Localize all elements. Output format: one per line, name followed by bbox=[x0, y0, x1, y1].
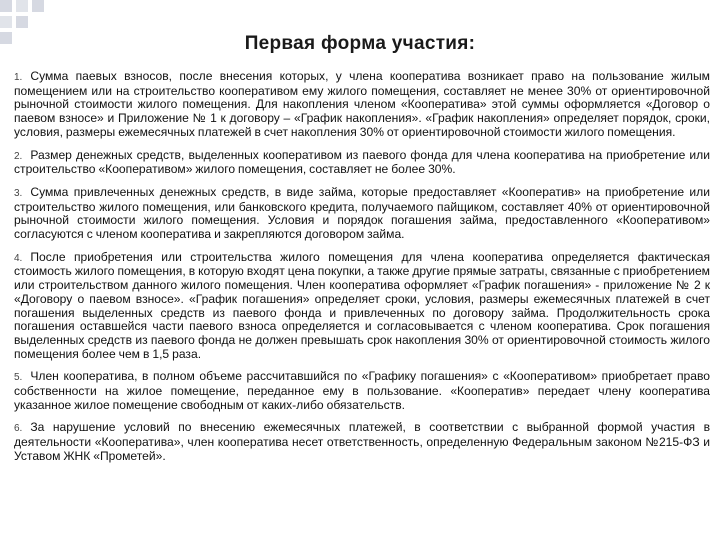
item-text: Сумма паевых взносов, после внесения которых, у члена кооператива возникает право на пользование жилым помещением или на строительство кооперативом ему жилого помещения, составляет не менее 30% от ориентировочной рыночной стоимости жилого помещения. Для накопления членом «Кооператива» этой суммы оформляется «Договор о паевом взносе» и Приложение № 1 к договору – «График накопления». «График накопления» определяет порядок, сроки, условия, размеры ежемесячных платежей в счет накопления 30% от ориентировочной стоимости жилого помещения. bbox=[14, 69, 710, 139]
item-text: После приобретения или строительства жилого помещения для члена кооператива определяется фактическая стоимость жилого помещения, в которую входят цена покупки, а также другие прямые затраты, связанные с приобретением или строительством данного жилого помещения. Член кооператива оформляет «График погашения» - приложение № 2 к «Договору о паевом взносе». «График погашения» определяет сроки, условия, размеры ежемесячных платежей в счет погашения выделенных средств из паевого фонда и привлеченных по договору займа. Продолжительность срока погашения оставшейся части паевого взноса определяется и согласовывается с членом кооператива. Срок погашения выделенных средств из паевого фонда не должен превышать срок накопления 30% от ориентировочной стоимость жилого помещения более чем в 1,5 раза. bbox=[14, 249, 710, 361]
list-item bbox=[14, 70, 710, 140]
participation-terms-list bbox=[14, 70, 710, 473]
list-item bbox=[14, 370, 710, 412]
item-text: Размер денежных средств, выделенных кооперативом из паевого фонда для члена кооператива на приобретение или строительство «Кооперативом» жилого помещения, составляет не более 30%. bbox=[14, 147, 710, 177]
item-text: Член кооператива, в полном объеме рассчитавшийся по «Графику погашения» с «Кооперативом» приобретает право собственности на жилое помещение, переданное ему в пользование. «Кооператив» передает члену кооператива указанное жилое помещение свободным от каких-либо обязательств. bbox=[14, 369, 710, 412]
item-number: 6. bbox=[14, 423, 23, 435]
item-number: 5. bbox=[14, 372, 23, 384]
item-number: 3. bbox=[14, 187, 23, 199]
item-number: 1. bbox=[14, 72, 23, 83]
list-item bbox=[14, 186, 710, 242]
item-number: 2. bbox=[14, 150, 23, 162]
item-text: Сумма привлеченных денежных средств, в виде займа, которые предоставляет «Кооператив» на приобретение или строительство жилого помещения, или банковского кредита, получаемого пайщиком, составляет 40% от ориентировочной рыночной стоимости жилого помещения. Условия и порядок погашения займа, предоставленного «Кооперативом» согласуются с членом кооператива и закрепляются договором займа. bbox=[14, 184, 710, 242]
list-item bbox=[14, 421, 710, 463]
item-number: 4. bbox=[14, 252, 23, 264]
slide-title: Первая форма участия: bbox=[244, 33, 476, 54]
item-text: За нарушение условий по внесению ежемесячных платежей, в соответствии с выбранной формой участия в деятельности «Кооператива», член кооператива несет ответственность, определенную Федеральным законом №215-ФЗ и Уставом ЖНК «Прометей». bbox=[14, 420, 710, 463]
list-item bbox=[14, 251, 710, 362]
list-item bbox=[14, 149, 710, 177]
